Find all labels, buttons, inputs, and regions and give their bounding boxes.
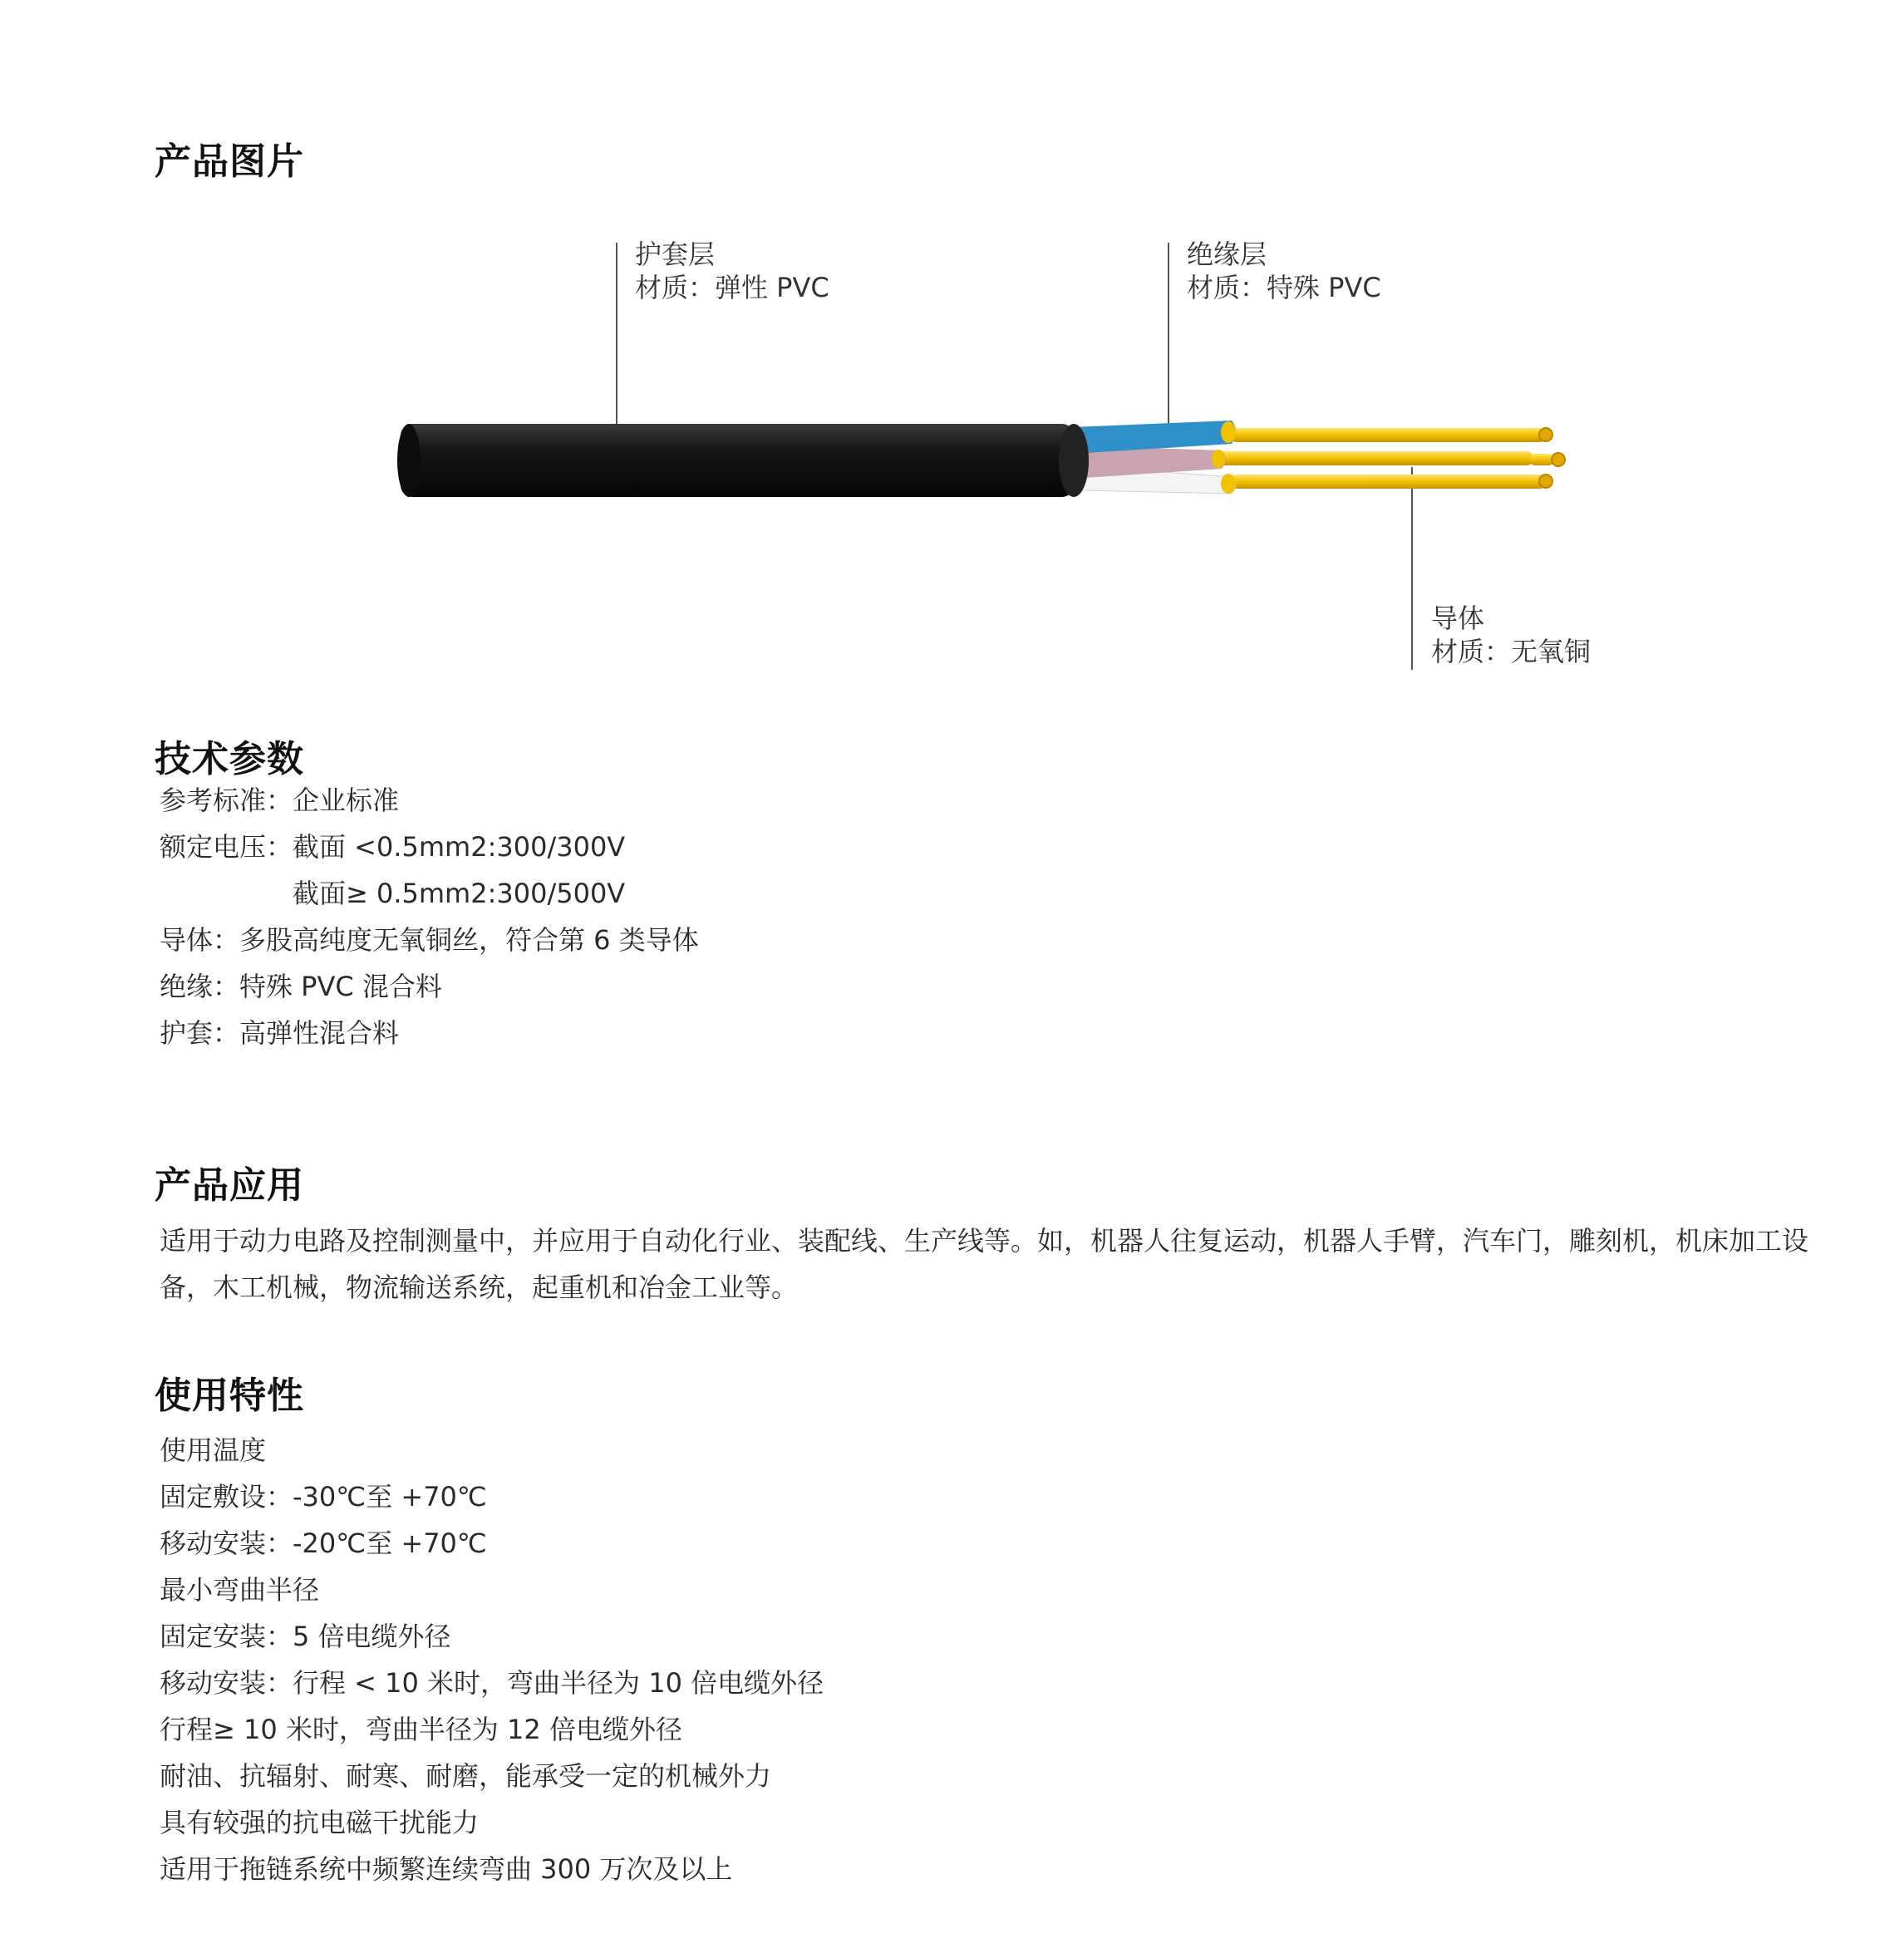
- insulation-callout-material: 材质：特殊 PVC: [1187, 272, 1381, 303]
- usage-fixed-install: 固定安装：5 倍电缆外径: [160, 1621, 451, 1652]
- usage-temperature-heading: 使用温度: [160, 1434, 267, 1466]
- sheath-callout-material: 材质：弹性 PVC: [635, 272, 829, 303]
- application-paragraph: 适用于动力电路及控制测量中，并应用于自动化行业、装配线、生产线等。如，机器人往复运动，机器人手臂，汽车门，雕刻机，机床加工设备，木工机械，物流输送系统，起重机和冶金工业等。: [160, 1225, 1809, 1303]
- usage-bend-radius-heading: 最小弯曲半径: [160, 1574, 320, 1606]
- usage-drag-chain: 适用于拖链系统中频繁连续弯曲 300 万次及以上: [160, 1853, 733, 1885]
- conductor-wire-top: [1230, 428, 1546, 442]
- tech-param-voltage: 额定电压：截面 <0.5mm2:300/300V: [160, 831, 626, 863]
- tech-param-standard: 参考标准：企业标准: [160, 785, 400, 816]
- usage-emi: 具有较强的抗电磁干扰能力: [160, 1807, 480, 1838]
- sheath-leader-line: [616, 243, 617, 424]
- tech-params-list: [160, 777, 699, 1056]
- section-title-tech-params: 技术参数: [155, 738, 304, 780]
- conductor-wire-bottom: [1230, 475, 1546, 489]
- section-title-product-image: 产品图片: [155, 140, 304, 183]
- usage-list: [160, 1427, 824, 1892]
- usage-fixed-laying: 固定敷设：-30℃至 +70℃: [160, 1481, 487, 1513]
- usage-mobile-travel-short: 移动安装：行程 < 10 米时，弯曲半径为 10 倍电缆外径: [160, 1667, 824, 1699]
- conductor-wire-middle: [1218, 451, 1533, 465]
- cable-cross-section-illustration: [391, 407, 1587, 524]
- section-title-usage: 使用特性: [155, 1375, 304, 1417]
- insulation-callout: [1187, 238, 1381, 304]
- usage-resistance: 耐油、抗辐射、耐寒、耐磨，能承受一定的机械外力: [160, 1760, 772, 1792]
- conductor-wire-right: [1529, 454, 1554, 465]
- tech-param-insulation: 绝缘：特殊 PVC 混合料: [160, 971, 442, 1002]
- tech-param-conductor: 导体：多股高纯度无氧铜丝，符合第 6 类导体: [160, 924, 699, 956]
- conductor-callout: [1431, 602, 1591, 668]
- section-title-application: 产品应用: [155, 1164, 304, 1207]
- conductor-callout-material: 材质：无氧铜: [1431, 636, 1592, 667]
- insulation-callout-name: 绝缘层: [1187, 239, 1267, 270]
- tech-param-sheath: 护套：高弹性混合料: [160, 1017, 400, 1049]
- conductor-callout-name: 导体: [1431, 603, 1485, 634]
- insulation-leader-line: [1168, 243, 1169, 424]
- usage-mobile-install: 移动安装：-20℃至 +70℃: [160, 1528, 487, 1559]
- sheath: [401, 424, 1074, 497]
- tech-param-voltage-2: 截面≥ 0.5mm2:300/500V: [293, 878, 626, 909]
- usage-mobile-travel-long: 行程≥ 10 米时，弯曲半径为 12 倍电缆外径: [160, 1714, 682, 1745]
- sheath-callout: [635, 238, 829, 304]
- sheath-callout-name: 护套层: [635, 239, 716, 270]
